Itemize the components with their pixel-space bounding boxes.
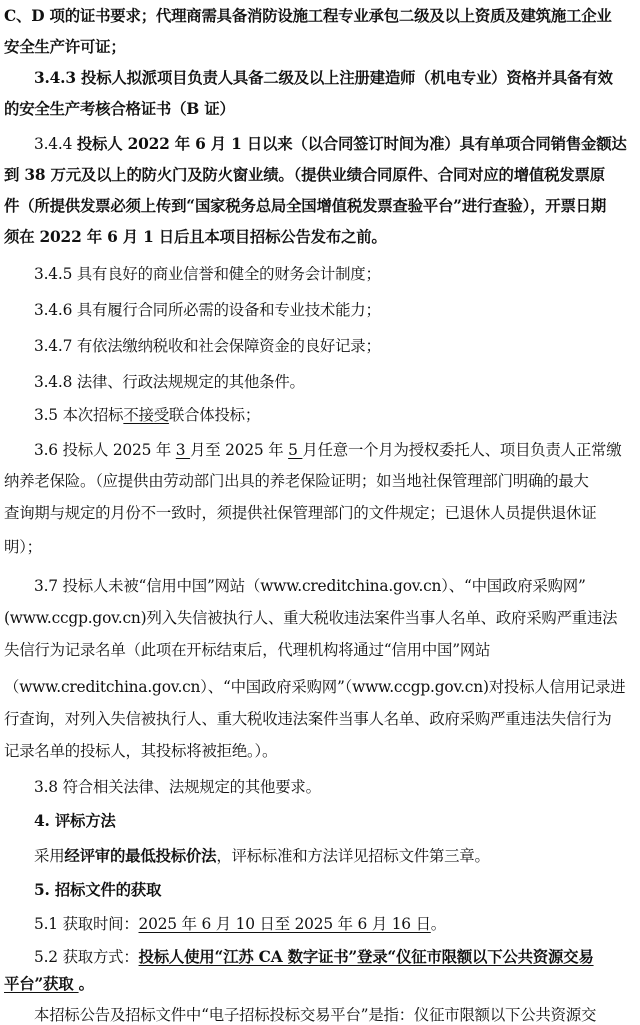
text-segment: (www.ccgp.gov.cn)列入失信被执行人、重大税收违法案件当事人名单、政府采购严重违法 [4, 609, 618, 627]
text-line [4, 914, 446, 934]
text-segment: 。 [78, 975, 94, 993]
text-segment: 3.4.6 具有履行合同所必需的设备和专业技术能力； [34, 301, 381, 319]
text-segment: 本招标公告及招标文件中“电子招标投标交易平台”是指：仪征市限额以下公共资源交 [34, 1006, 597, 1024]
text-segment: 明）； [4, 538, 42, 556]
text-segment: 。 [430, 915, 446, 933]
text-line [4, 99, 235, 119]
text-segment: 3.4.4 [34, 135, 77, 153]
text-segment: 3.5 本次招标 [34, 406, 124, 424]
text-line [4, 846, 490, 866]
text-line [4, 196, 606, 216]
text-segment: 3.4.5 具有良好的商业信誉和健全的财务会计制度； [34, 265, 381, 283]
text-segment: 须在 2022 年 6 月 1 日后且本项目招标公告发布之前。 [4, 228, 387, 246]
text-line [4, 741, 277, 761]
text-line [4, 503, 596, 523]
text-segment: 纳养老保险。（应提供由劳动部门出具的养老保险证明；如当地社保管理部门明确的最大 [4, 472, 589, 490]
text-segment: 查询期与规定的月份不一致时，须提供社保管理部门的文件规定；已退休人员提供退休证 [4, 504, 597, 522]
text-line [4, 6, 612, 26]
text-segment: 不接受 [123, 406, 169, 424]
text-segment: 联合体投标； [168, 406, 261, 424]
text-segment: 月任意一个月为授权委托人、项目负责人正常缴 [302, 441, 622, 459]
text-segment: 5.2 获取方式： [34, 948, 139, 966]
text-line [4, 37, 126, 57]
text-segment: 4. 评标方法 [34, 812, 116, 830]
text-segment: （www.creditchina.gov.cn）、“中国政府采购网”（www.ccgp.gov.cn)对投标人信用记录进 [4, 678, 626, 696]
text-line [4, 336, 381, 356]
section-heading [4, 811, 116, 831]
text-segment: 件（所提供发票必须上传到“国家税务总局全国增值税发票查验平台”进行查验），开票日期 [4, 197, 607, 215]
text-segment: ，评标标准和方法详见招标文件第三章。 [216, 847, 490, 865]
text-line [4, 372, 305, 392]
text-line [4, 1005, 596, 1025]
text-segment: 5. 招标文件的获取 [34, 881, 162, 899]
text-segment: 3.4.8 法律、行政法规规定的其他条件。 [34, 373, 305, 391]
text-segment: 的安全生产考核合格证书（B 证） [4, 100, 235, 118]
text-segment: 投标人使用“江苏 CA 数字证书”登录“仪征市限额以下公共资源交易 [138, 948, 594, 966]
text-line [4, 777, 321, 797]
text-segment: 行查询，对列入失信被执行人、重大税收违法案件当事人名单、政府采购严重违法失信行为 [4, 710, 612, 728]
text-line [4, 640, 490, 660]
text-segment: 月至 2025 年 [190, 441, 289, 459]
text-line [4, 947, 594, 967]
text-line [4, 608, 617, 628]
text-line [4, 300, 381, 320]
text-line [4, 974, 94, 994]
text-line [4, 405, 260, 425]
text-segment: 投标人 2022 年 6 月 1 日以来（以合同签订时间为准）具有单项合同销售金额达 [76, 135, 627, 153]
section-heading [4, 880, 161, 900]
text-line [4, 537, 42, 557]
text-line [4, 677, 625, 697]
text-segment: 5.1 获取时间： [34, 915, 139, 933]
text-segment: 2025 年 6 月 10 日至 2025 年 6 月 16 日 [138, 915, 431, 933]
text-segment: 平台”获取 [4, 975, 79, 993]
text-segment: 3.4.3 投标人拟派项目负责人具备二级及以上注册建造师（机电专业）资格并具备有效 [34, 69, 613, 87]
text-segment: C、D 项的证书要求；代理商需具备消防设施工程专业承包二级及以上资质及建筑施工企业 [4, 7, 612, 25]
text-segment: 3.4.7 有依法缴纳税收和社会保障资金的良好记录； [34, 337, 381, 355]
text-line [4, 165, 605, 185]
text-line [4, 264, 381, 284]
text-segment: 记录名单的投标人，其投标将被拒绝。）。 [4, 742, 278, 760]
text-line [4, 68, 613, 88]
text-line [4, 471, 589, 491]
text-segment: 经评审的最低投标价法 [64, 847, 217, 865]
text-segment: 3.8 符合相关法律、法规规定的其他要求。 [34, 778, 321, 796]
text-segment: 安全生产许可证； [4, 38, 126, 56]
text-line [4, 576, 586, 596]
text-segment: 3.7 投标人未被“信用中国”网站（www.creditchina.gov.cn）、“中国政府采购网” [34, 577, 586, 595]
text-segment: 失信行为记录名单（此项在开标结束后，代理机构将通过“信用中国”网站 [4, 641, 491, 659]
text-line [4, 227, 387, 247]
text-segment: 采用 [34, 847, 65, 865]
text-segment: 3 [175, 441, 191, 459]
text-segment: 5 [288, 441, 303, 459]
text-line [4, 440, 621, 460]
text-segment: 3.6 投标人 2025 年 [34, 441, 176, 459]
text-line [4, 134, 627, 154]
text-line [4, 709, 612, 729]
text-segment: 到 38 万元及以上的防火门及防火窗业绩。（提供业绩合同原件、合同对应的增值税发票原 [4, 166, 605, 184]
